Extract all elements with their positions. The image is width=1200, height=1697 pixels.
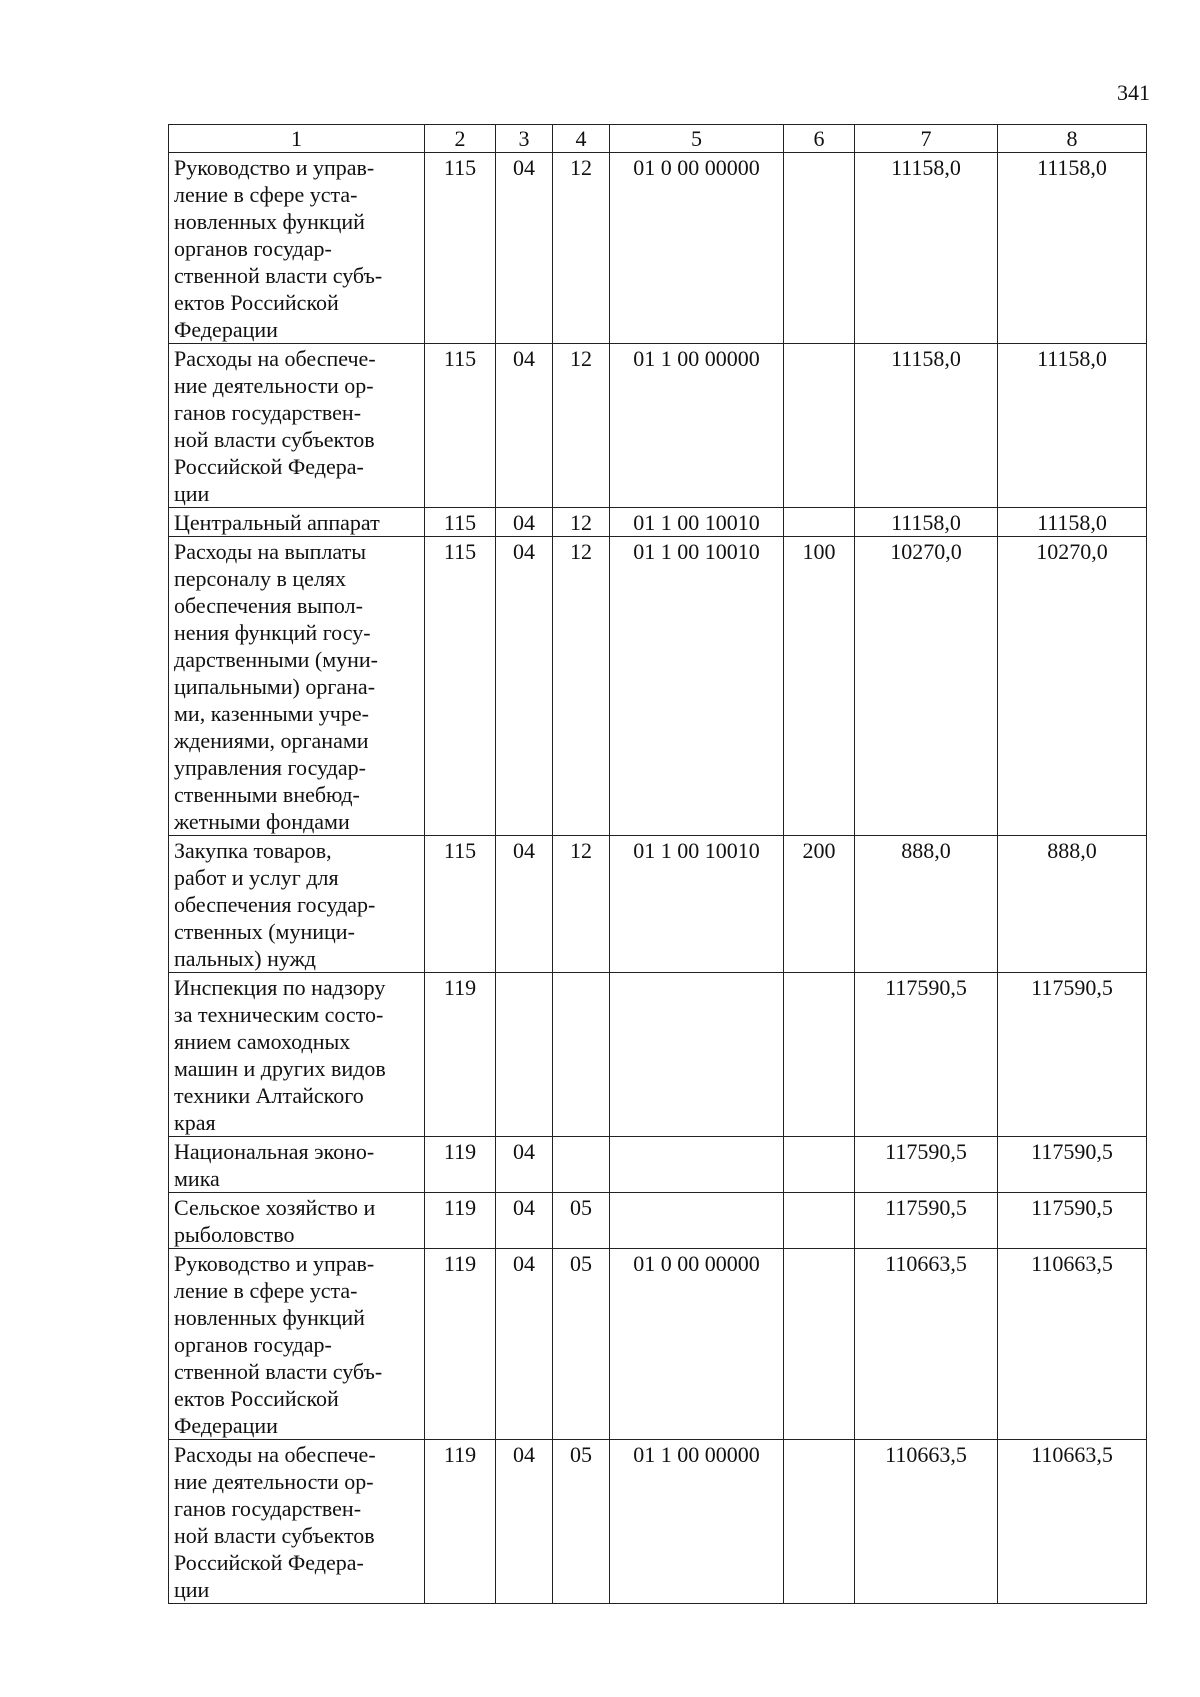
- expense-name-line: Расходы на обеспече-: [174, 1442, 376, 1467]
- table-row: [169, 153, 1147, 344]
- amount-col7-cell: 117590,5: [855, 1137, 998, 1193]
- expense-name-line: ципальными) органа-: [174, 674, 376, 699]
- amount-col8-cell: 117590,5: [998, 1137, 1147, 1193]
- section-code-cell: 04: [496, 153, 553, 344]
- subsection-code-cell: 12: [553, 836, 610, 973]
- amount-col8-cell: 11158,0: [998, 344, 1147, 508]
- expense-name-line: ции: [174, 1577, 210, 1602]
- expense-type-cell: [784, 153, 855, 344]
- expense-name-line: жетными фондами: [174, 809, 350, 834]
- target-article-cell: 01 1 00 00000: [610, 344, 784, 508]
- section-code-cell: 04: [496, 1137, 553, 1193]
- amount-col8-cell: 888,0: [998, 836, 1147, 973]
- expense-name-cell: [169, 537, 425, 836]
- expense-name-cell: [169, 836, 425, 973]
- expense-name-line: Инспекция по надзору: [174, 975, 386, 1000]
- amount-col7-cell: 11158,0: [855, 344, 998, 508]
- amount-col7-cell: 117590,5: [855, 1193, 998, 1249]
- expense-type-cell: [784, 1193, 855, 1249]
- expense-name-cell: [169, 1137, 425, 1193]
- amount-col7-cell: 110663,5: [855, 1440, 998, 1604]
- expense-name-line: новленных функций: [174, 209, 365, 234]
- expense-name-line: пальных) нужд: [174, 946, 317, 971]
- expense-name-line: Центральный аппарат: [174, 510, 380, 535]
- expense-name-line: Национальная эконо-: [174, 1139, 375, 1164]
- subsection-code-cell: 12: [553, 537, 610, 836]
- expense-name-line: ной власти субъектов: [174, 427, 375, 452]
- expense-name-line: Федерации: [174, 1413, 278, 1438]
- expense-type-cell: [784, 508, 855, 537]
- expense-name-line: ственной власти субъ-: [174, 263, 383, 288]
- column-header-6: 6: [784, 125, 855, 153]
- target-article-cell: 01 1 00 10010: [610, 537, 784, 836]
- table-row: [169, 973, 1147, 1137]
- expense-name-line: ганов государствен-: [174, 1496, 362, 1521]
- expense-name-cell: [169, 344, 425, 508]
- table-row: [169, 1193, 1147, 1249]
- column-header-7: 7: [855, 125, 998, 153]
- column-header-3: 3: [496, 125, 553, 153]
- target-article-cell: 01 1 00 10010: [610, 508, 784, 537]
- section-code-cell: 04: [496, 508, 553, 537]
- table-row: [169, 508, 1147, 537]
- column-header-4: 4: [553, 125, 610, 153]
- subsection-code-cell: [553, 1137, 610, 1193]
- expense-name-line: техники Алтайского: [174, 1083, 364, 1108]
- expense-type-cell: [784, 1137, 855, 1193]
- admin-code-cell: 119: [425, 1193, 496, 1249]
- target-article-cell: 01 0 00 00000: [610, 153, 784, 344]
- admin-code-cell: 115: [425, 508, 496, 537]
- amount-col8-cell: 110663,5: [998, 1440, 1147, 1604]
- expense-name-line: дарственными (муни-: [174, 647, 379, 672]
- subsection-code-cell: 12: [553, 344, 610, 508]
- admin-code-cell: 115: [425, 537, 496, 836]
- expense-name-line: новленных функций: [174, 1305, 365, 1330]
- table-row: [169, 1249, 1147, 1440]
- amount-col8-cell: 110663,5: [998, 1249, 1147, 1440]
- expense-name-line: ние деятельности ор-: [174, 1469, 374, 1494]
- expense-name-line: ственными внебюд-: [174, 782, 360, 807]
- table-row: [169, 537, 1147, 836]
- amount-col7-cell: 11158,0: [855, 508, 998, 537]
- expense-name-line: за техническим состо-: [174, 1002, 384, 1027]
- admin-code-cell: 119: [425, 1137, 496, 1193]
- budget-table: [168, 124, 1147, 1604]
- section-code-cell: 04: [496, 1249, 553, 1440]
- target-article-cell: 01 1 00 00000: [610, 1440, 784, 1604]
- admin-code-cell: 115: [425, 153, 496, 344]
- expense-name-line: ми, казенными учре-: [174, 701, 369, 726]
- expense-name-line: управления государ-: [174, 755, 366, 780]
- expense-name-line: ектов Российской: [174, 1386, 339, 1411]
- expense-name-cell: [169, 1249, 425, 1440]
- amount-col8-cell: 10270,0: [998, 537, 1147, 836]
- expense-name-line: ной власти субъектов: [174, 1523, 375, 1548]
- expense-name-line: персоналу в целях: [174, 566, 347, 591]
- page-number: 341: [1117, 80, 1150, 105]
- expense-name-line: органов государ-: [174, 1332, 332, 1357]
- section-code-cell: 04: [496, 1440, 553, 1604]
- table-row: [169, 1137, 1147, 1193]
- expense-name-line: обеспечения государ-: [174, 892, 376, 917]
- amount-col7-cell: 10270,0: [855, 537, 998, 836]
- expense-name-line: ние деятельности ор-: [174, 373, 374, 398]
- expense-name-cell: [169, 153, 425, 344]
- column-header-2: 2: [425, 125, 496, 153]
- target-article-cell: 01 1 00 10010: [610, 836, 784, 973]
- expense-name-line: мика: [174, 1166, 220, 1191]
- admin-code-cell: 119: [425, 1249, 496, 1440]
- expense-name-line: ление в сфере уста-: [174, 1278, 358, 1303]
- subsection-code-cell: 05: [553, 1249, 610, 1440]
- expense-name-line: ганов государствен-: [174, 400, 362, 425]
- expense-name-line: обеспечения выпол-: [174, 593, 363, 618]
- amount-col7-cell: 888,0: [855, 836, 998, 973]
- table-row: [169, 836, 1147, 973]
- admin-code-cell: 119: [425, 1440, 496, 1604]
- target-article-cell: [610, 1137, 784, 1193]
- expense-name-line: ление в сфере уста-: [174, 182, 358, 207]
- table-body: [169, 153, 1147, 1604]
- expense-name-line: органов государ-: [174, 236, 332, 261]
- expense-name-cell: [169, 508, 425, 537]
- expense-type-cell: [784, 1249, 855, 1440]
- expense-name-line: Закупка товаров,: [174, 838, 332, 863]
- admin-code-cell: 119: [425, 973, 496, 1137]
- amount-col8-cell: 11158,0: [998, 508, 1147, 537]
- expense-name-line: края: [174, 1110, 216, 1135]
- expense-name-cell: [169, 973, 425, 1137]
- expense-type-cell: 100: [784, 537, 855, 836]
- subsection-code-cell: 05: [553, 1193, 610, 1249]
- expense-name-line: рыболовство: [174, 1222, 295, 1247]
- expense-name-line: нения функций госу-: [174, 620, 371, 645]
- amount-col7-cell: 117590,5: [855, 973, 998, 1137]
- expense-name-line: Расходы на выплаты: [174, 539, 367, 564]
- admin-code-cell: 115: [425, 836, 496, 973]
- expense-name-line: янием самоходных: [174, 1029, 351, 1054]
- admin-code-cell: 115: [425, 344, 496, 508]
- expense-type-cell: [784, 973, 855, 1137]
- expense-name-line: Руководство и управ-: [174, 155, 375, 180]
- expense-name-line: Федерации: [174, 317, 278, 342]
- expense-name-line: работ и услуг для: [174, 865, 339, 890]
- section-code-cell: 04: [496, 1193, 553, 1249]
- amount-col7-cell: 11158,0: [855, 153, 998, 344]
- table-row: [169, 344, 1147, 508]
- section-code-cell: 04: [496, 344, 553, 508]
- subsection-code-cell: 12: [553, 508, 610, 537]
- subsection-code-cell: [553, 973, 610, 1137]
- expense-name-line: ственных (муници-: [174, 919, 355, 944]
- column-header-5: 5: [610, 125, 784, 153]
- target-article-cell: 01 0 00 00000: [610, 1249, 784, 1440]
- amount-col8-cell: 117590,5: [998, 973, 1147, 1137]
- expense-name-line: ждениями, органами: [174, 728, 369, 753]
- expense-name-line: Российской Федера-: [174, 1550, 364, 1575]
- section-code-cell: [496, 973, 553, 1137]
- expense-name-line: ственной власти субъ-: [174, 1359, 383, 1384]
- expense-name-line: Сельское хозяйство и: [174, 1195, 376, 1220]
- expense-type-cell: [784, 344, 855, 508]
- table-row: [169, 1440, 1147, 1604]
- expense-name-line: Руководство и управ-: [174, 1251, 375, 1276]
- expense-name-line: Российской Федера-: [174, 454, 364, 479]
- subsection-code-cell: 05: [553, 1440, 610, 1604]
- header-row: [169, 125, 1147, 153]
- amount-col7-cell: 110663,5: [855, 1249, 998, 1440]
- section-code-cell: 04: [496, 836, 553, 973]
- expense-name-line: ектов Российской: [174, 290, 339, 315]
- expense-name-cell: [169, 1440, 425, 1604]
- expense-name-line: Расходы на обеспече-: [174, 346, 376, 371]
- target-article-cell: [610, 1193, 784, 1249]
- column-header-1: 1: [169, 125, 425, 153]
- amount-col8-cell: 11158,0: [998, 153, 1147, 344]
- subsection-code-cell: 12: [553, 153, 610, 344]
- expense-name-cell: [169, 1193, 425, 1249]
- expense-name-line: ции: [174, 481, 210, 506]
- expense-name-line: машин и других видов: [174, 1056, 386, 1081]
- column-header-8: 8: [998, 125, 1147, 153]
- target-article-cell: [610, 973, 784, 1137]
- amount-col8-cell: 117590,5: [998, 1193, 1147, 1249]
- expense-type-cell: 200: [784, 836, 855, 973]
- section-code-cell: 04: [496, 537, 553, 836]
- expense-type-cell: [784, 1440, 855, 1604]
